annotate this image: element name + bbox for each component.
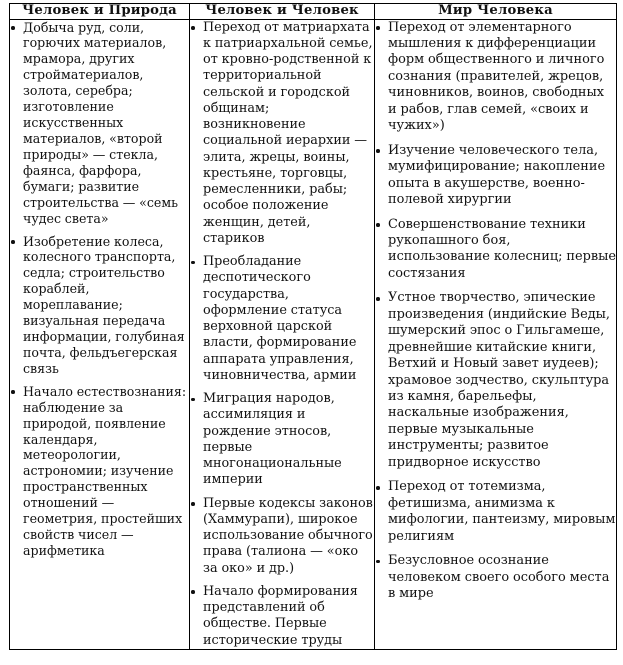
bullet-list-nature	[10, 20, 189, 559]
list-item-text: Совершенствование техники рукопашного боя, использование колесниц; первые состязания	[388, 216, 616, 281]
table-body	[10, 19, 617, 649]
bullet-icon	[11, 390, 15, 394]
bullet-list-human-world	[375, 20, 616, 603]
list-item	[190, 496, 374, 577]
list-item-text: Миграция народов, ассимиляция и рождение этносов, первые многонациональные империи	[203, 391, 342, 488]
column-header-nature: Человек и Природа	[10, 4, 190, 20]
list-item-text: Переход от матриархата к патриархальной семье, от кровно-родственной к территориальной сельской и городской общинам; возникновение социальной иерархии — элита, жрецы, воины, крестьяне, торговцы, ремесленники, рабы; особое положение женщин, детей, стариков	[203, 19, 373, 246]
list-item-text: Изобретение колеса, колесного транспорта, седла; строительство кораблей, мореплавание; визуальная передача информации, голубиная почта, фельдъегерская связь	[23, 233, 185, 376]
list-item-text: Переход от тотемизма, фетишизма, анимизма к мифологии, пантеизму, мировым религиям	[388, 479, 616, 544]
table-header-row	[10, 4, 617, 20]
bullet-icon	[191, 398, 195, 402]
list-item	[375, 479, 616, 545]
list-item	[375, 143, 616, 209]
bullet-icon	[11, 240, 15, 244]
column-cell-human-world	[375, 19, 617, 649]
list-item-text: Первые кодексы законов (Хаммурапи), широкое использование обычного права (талиона — «око за око» и др.)	[203, 495, 373, 576]
list-item	[190, 20, 374, 248]
bullet-icon	[191, 261, 195, 265]
list-item	[10, 234, 189, 377]
bullet-icon	[376, 26, 380, 30]
list-item-text: Преобладание деспотического государства, оформление статуса верховной царской власти, формирование аппарата управления, чиновничества, армии	[203, 254, 357, 383]
list-item-text: Безусловное осознание человеком своего особого места в мире	[388, 553, 610, 602]
list-item	[375, 553, 616, 602]
list-item	[375, 20, 616, 135]
bullet-icon	[191, 502, 195, 506]
bullet-icon	[191, 26, 195, 30]
bullet-list-society	[190, 20, 374, 649]
column-header-human-world: Мир Человека	[375, 4, 617, 20]
column-cell-nature	[10, 19, 190, 649]
list-item	[190, 254, 374, 384]
bullet-icon	[11, 26, 15, 30]
list-item-text: Устное творчество, эпические произведения (индийские Веды, шумерский эпос о Гильгамеше, древнейшие китайские книги, Ветхий и Новый завет иудеев); храмовое зодчество, скульптура из камня, барельефы, наскальные изображения, первые музыкальные инструменты; развитое придворное искусство	[388, 290, 611, 470]
list-item	[10, 20, 189, 227]
bullet-icon	[376, 486, 380, 490]
list-item	[10, 384, 189, 559]
column-cell-society	[190, 19, 375, 649]
column-header-society: Человек и Человек	[190, 4, 375, 20]
list-item-text: Начало естествознания: наблюдение за природой, появление календаря, метеорологии, астрономии; изучение пространственных отношений — геометрия, простейших свойств чисел — арифметика	[23, 383, 187, 559]
bullet-icon	[376, 149, 380, 153]
bullet-icon	[376, 223, 380, 227]
list-item	[375, 217, 616, 283]
comparison-table	[9, 3, 617, 650]
list-item	[190, 584, 374, 649]
list-item-text: Начало формирования представлений об обществе. Первые исторические труды	[203, 583, 358, 648]
list-item	[190, 391, 374, 489]
list-item	[375, 290, 616, 471]
table-row	[10, 19, 617, 649]
bullet-icon	[376, 560, 380, 564]
list-item-text: Изучение человеческого тела, мумифицирование; накопление опыта в акушерстве, военно-полевой хирургии	[388, 142, 606, 208]
list-item-text: Добыча руд, соли, горючих материалов, мрамора, других стройматериалов, золота, серебра; изготовление искусственных материалов, «второй природы» — стекла, фаянса, фарфора, бумаги; развитие строительства — «семь чудес света»	[23, 19, 179, 226]
bullet-icon	[376, 297, 380, 301]
list-item-text: Переход от элементарного мышления к дифференциации форм общественного и личного сознания (правителей, жрецов, чиновников, воинов, свободных и рабов, глав семей, «своих и чужих»)	[388, 19, 605, 134]
bullet-icon	[191, 590, 195, 594]
